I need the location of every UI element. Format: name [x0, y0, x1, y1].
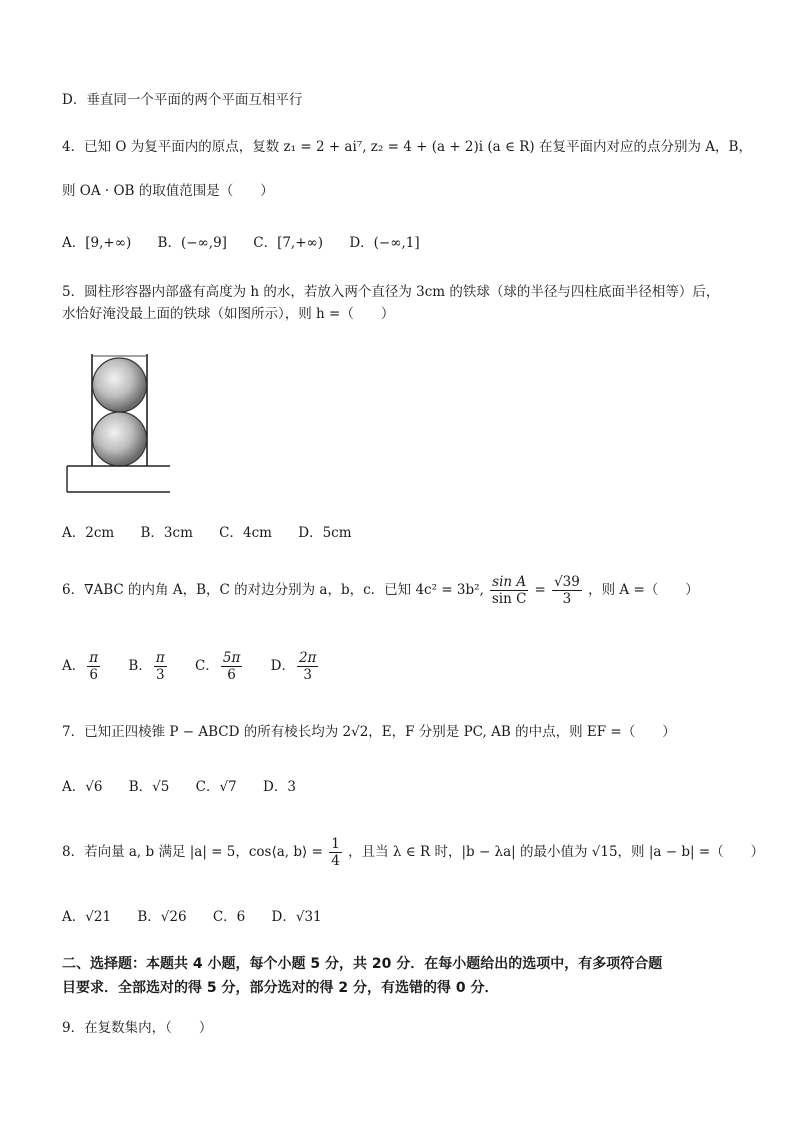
section2-heading-line1: 二、选择题：本题共 4 小题，每个小题 5 分，共 20 分．在每小题给出的选项中，有多项符合题: [62, 956, 663, 972]
q5-option-b[interactable]: B．3cm: [140, 525, 193, 541]
q6-option-b-label: B．: [128, 658, 152, 674]
q6-stem-text: 6．∇ABC 的内角 A，B，C 的对边分别为 a，b，c．已知 4c² = 3b²,: [62, 582, 484, 598]
q6-option-a-label: A．: [62, 658, 86, 674]
q6-fraction2-denominator: 3: [562, 591, 572, 607]
q6-option-c-label: C．: [195, 658, 219, 674]
q3-option-d: D．垂直同一个平面的两个平面互相平行: [62, 92, 303, 108]
q8-stem-text: 8．若向量 a, b 满足 |a| = 5，cos⟨a, b⟩ =: [62, 844, 323, 860]
q6-fraction-denominator: sin C: [491, 591, 527, 607]
q6-options: [62, 646, 342, 686]
q5-option-c[interactable]: C．4cm: [219, 525, 272, 541]
q6-option-c[interactable]: [195, 646, 244, 686]
upper-sphere: [93, 358, 147, 412]
q6-option-d-fraction: [297, 650, 318, 683]
q7-option-c[interactable]: C．√7: [195, 779, 237, 795]
q8-stem: [62, 834, 764, 870]
q5-stem-line1: 5．圆柱形容器内部盛有高度为 h 的水，若放入两个直径为 3cm 的铁球（球的半径与四柱底面半径相等）后，: [62, 284, 720, 300]
q5-option-a[interactable]: A．2cm: [62, 525, 115, 541]
q7-option-a[interactable]: A．√6: [62, 779, 103, 795]
q6-fraction-value: [552, 574, 582, 607]
q6-option-b-fraction: [154, 650, 167, 683]
q4-stem-line2: 则 OA · OB 的取值范围是（ ）: [62, 183, 274, 199]
q4-options: [62, 233, 442, 253]
q4-stem-line1: 4．已知 O 为复平面内的原点，复数 z₁ = 2 + ai⁷, z₂ = 4 + (a + 2)i (a ∈ R) 在复平面内对应的点分别为 A，B，: [62, 139, 752, 155]
q6-stem-tail: ，则 A =（ ）: [588, 582, 699, 598]
q7-stem: 7．已知正四棱锥 P − ABCD 的所有棱长均为 2√2，E，F 分别是 PC, AB 的中点，则 EF =（ ）: [62, 724, 676, 740]
section2-heading-line2: 目要求．全部选对的得 5 分，部分选对的得 2 分，有选错的得 0 分．: [62, 980, 499, 996]
q6-option-c-fraction: [221, 650, 242, 683]
q6-option-a-num: π: [89, 650, 99, 666]
q4-option-d[interactable]: D．(−∞,1]: [349, 235, 420, 251]
q8-fraction-numerator: 1: [331, 836, 340, 852]
q8-option-a[interactable]: A．√21: [62, 909, 112, 925]
q6-option-c-den: 6: [227, 667, 236, 683]
q9-stem: 9．在复数集内，（ ）: [62, 1020, 213, 1036]
q6-fraction-numerator: sin A: [492, 574, 527, 590]
lower-sphere: [93, 412, 147, 466]
q6-option-d-num: 2π: [298, 650, 317, 666]
cylinder-spheres-figure: [62, 348, 174, 498]
q8-fraction: [329, 836, 342, 869]
q4-option-b[interactable]: B．(−∞,9]: [157, 235, 227, 251]
q6-stem: [62, 572, 699, 608]
q6-fraction-sine-ratio: [490, 574, 528, 607]
q8-options: [62, 907, 344, 927]
q8-option-c[interactable]: C．6: [212, 909, 246, 925]
q4-option-a[interactable]: A．[9,+∞): [62, 235, 132, 251]
q6-option-d-label: D．: [270, 658, 295, 674]
q6-option-d-den: 3: [303, 667, 312, 683]
q6-option-a-den: 6: [89, 667, 98, 683]
q6-fraction2-numerator: √39: [554, 574, 580, 590]
q5-stem-line2: 水恰好淹没最上面的铁球（如图所示），则 h =（ ）: [62, 306, 395, 322]
q6-option-b-num: π: [155, 650, 165, 666]
q4-option-c[interactable]: C．[7,+∞): [253, 235, 324, 251]
q6-option-b[interactable]: [128, 646, 168, 686]
q7-options: [62, 777, 318, 797]
q6-option-c-num: 5π: [222, 650, 241, 666]
q8-option-d[interactable]: D．√31: [271, 909, 322, 925]
q6-equals: =: [534, 582, 546, 598]
q5-options: [62, 523, 374, 543]
q7-option-d[interactable]: D．3: [263, 779, 296, 795]
q8-fraction-denominator: 4: [331, 853, 340, 869]
q7-option-b[interactable]: B．√5: [128, 779, 170, 795]
q6-option-b-den: 3: [155, 667, 165, 683]
q6-option-a[interactable]: [62, 646, 102, 686]
table-base: [67, 466, 170, 492]
q8-option-b[interactable]: B．√26: [137, 909, 187, 925]
q6-option-d[interactable]: [271, 646, 321, 686]
q5-option-d[interactable]: D．5cm: [298, 525, 352, 541]
q6-option-a-fraction: [87, 650, 100, 683]
q8-stem-tail: ，且当 λ ∈ R 时，|b − λa| 的最小值为 √15，则 |a − b| =（ ）: [348, 844, 765, 860]
